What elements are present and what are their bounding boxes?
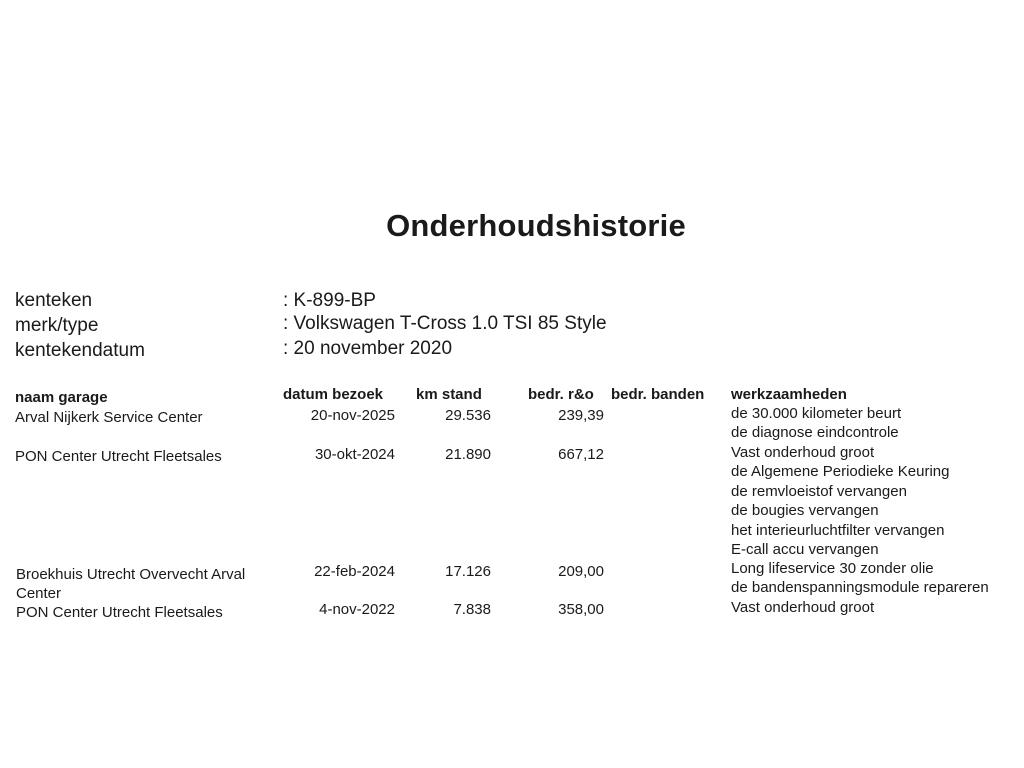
kenteken-label: kenteken [15,290,93,311]
header-bedr-banden: bedr. banden [611,386,705,403]
table-row-werkzaamheden [731,404,901,443]
table-row-bedr-ro: 667,12 [558,446,604,463]
werk-item: Vast onderhoud groot [731,599,875,616]
table-row-garage: Broekhuis Utrecht Overvecht Arval [16,566,246,583]
table-row-bedr-ro: 239,39 [558,407,604,424]
table-row-datum: 4-nov-2022 [319,601,395,617]
header-km: km stand [416,386,482,403]
table-row-garage-line2: Center [16,585,62,602]
kentekendatum-label: kentekendatum [15,340,145,361]
table-row-werkzaamheden [731,559,989,598]
werk-item: de 30.000 kilometer beurt [731,405,902,422]
header-werkzaamheden: werkzaamheden [731,386,847,403]
werk-item: de bougies vervangen [731,502,879,520]
kenteken-value: : K-899-BP [283,290,376,311]
werk-item: Long lifeservice 30 zonder olie [731,560,934,577]
table-row-datum: 20-nov-2025 [310,407,395,424]
table-row-garage: PON Center Utrecht Fleetsales [16,604,223,617]
werk-item: de Algemene Periodieke Keuring [731,463,950,481]
werk-item: het interieurluchtfilter vervangen [731,521,945,539]
table-row-datum: 30-okt-2024 [314,446,395,463]
table-row-clipped [0,596,1024,617]
table-row-datum: 22-feb-2024 [314,563,395,580]
merk-type-value: : Volkswagen T-Cross 1.0 TSI 85 Style [283,313,607,334]
header-datum: datum bezoek [283,386,384,403]
table-row-bedr-ro: 209,00 [558,563,604,580]
table-row-garage: Arval Nijkerk Service Center [15,409,203,426]
werk-item: de diagnose eindcontrole [731,424,899,442]
table-row-km: 21.890 [445,446,491,463]
werk-item: de bandenspanningsmodule repareren [731,579,989,597]
table-row-werkzaamheden [731,598,874,617]
header-bedr-ro: bedr. r&o [528,386,594,403]
table-row-km: 7.838 [453,601,491,617]
table-row-km: 29.536 [445,407,491,424]
table-row-werkzaamheden [731,443,949,559]
table-row-garage: PON Center Utrecht Fleetsales [15,448,222,465]
werk-item: Vast onderhoud groot [731,444,875,461]
header-garage: naam garage [15,389,108,406]
werk-item: de remvloeistof vervangen [731,482,907,500]
table-row-km: 17.126 [445,563,491,580]
page-title: Onderhoudshistorie [386,208,686,243]
kentekendatum-value: : 20 november 2020 [283,338,453,359]
table-row-bedr-ro: 358,00 [558,601,604,617]
merk-type-label: merk/type [15,315,99,336]
werk-item: E-call accu vervangen [731,540,879,558]
